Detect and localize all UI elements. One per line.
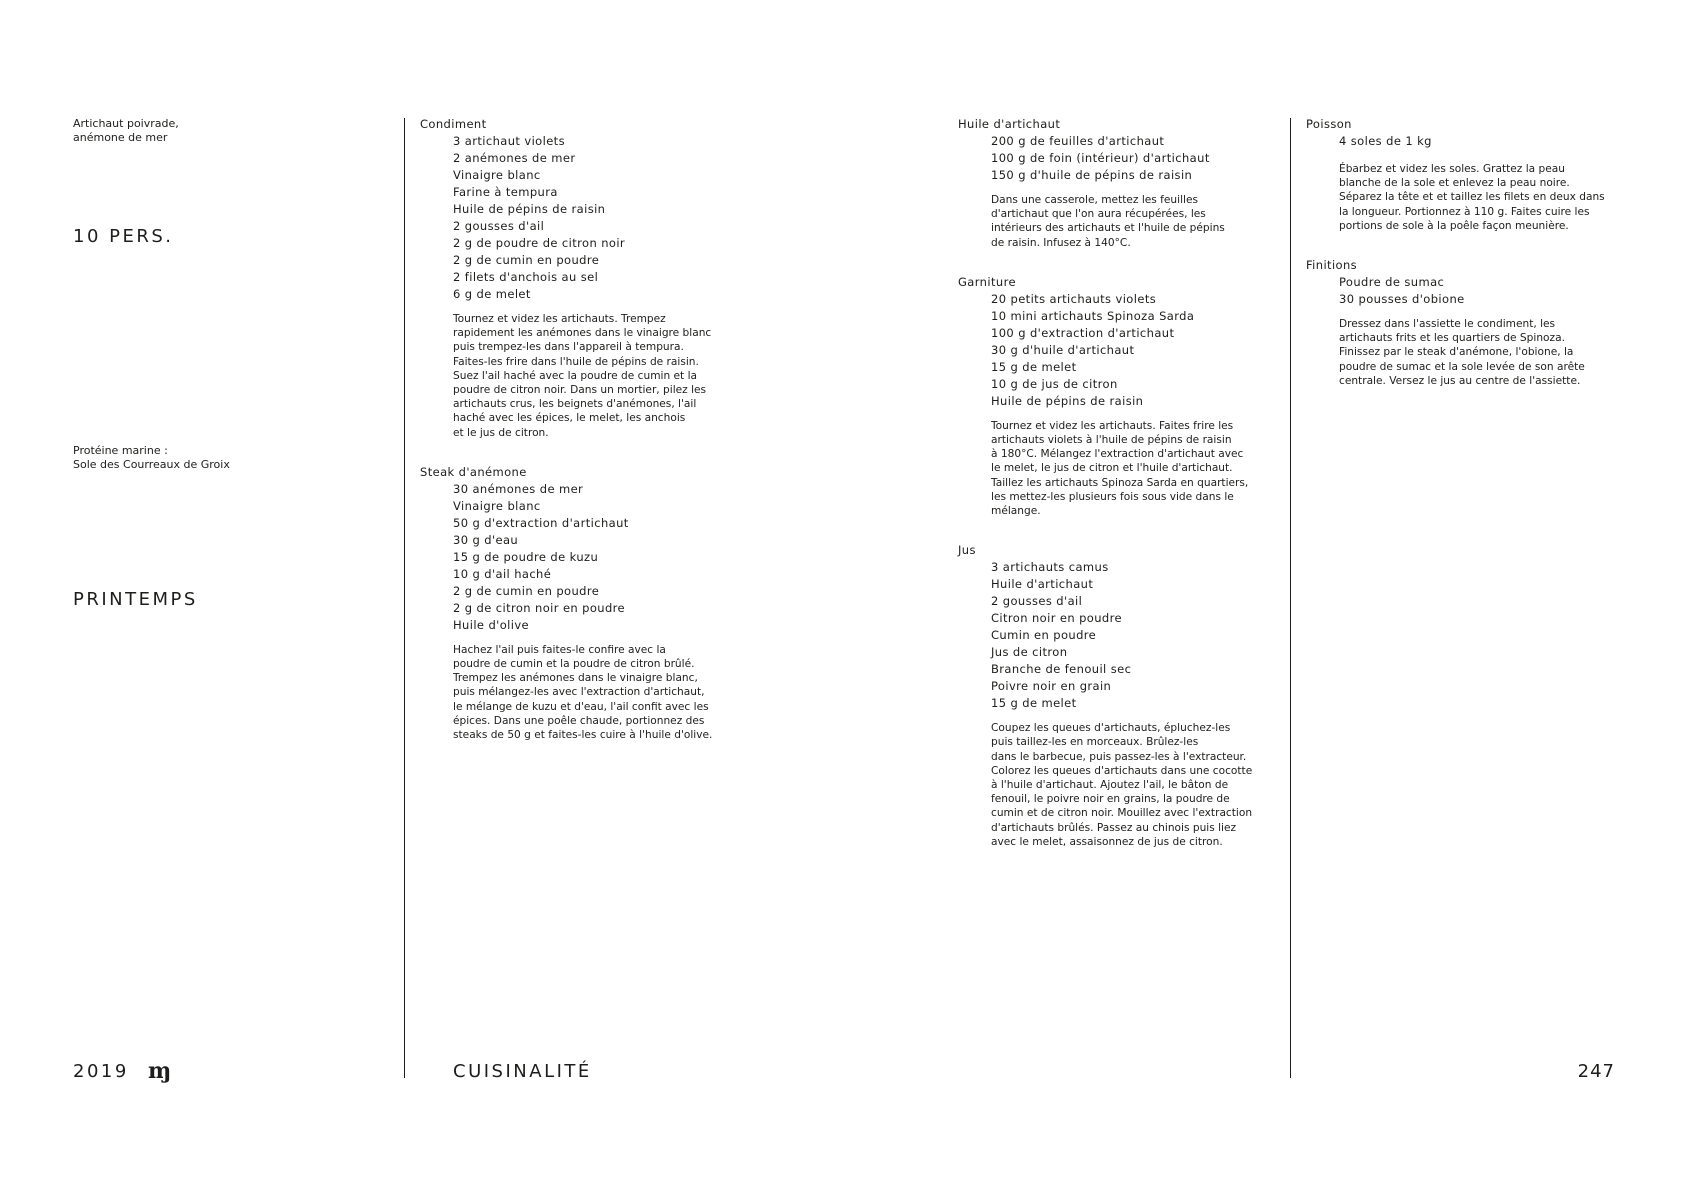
footer-brand: CUISINALITÉ bbox=[453, 1061, 592, 1082]
ingredient: Cumin en poudre bbox=[991, 628, 1097, 643]
ingredient: 15 g de melet bbox=[991, 696, 1077, 711]
ingredient: 3 artichaut violets bbox=[453, 134, 565, 148]
ingredient: 3 artichauts camus bbox=[991, 560, 1109, 575]
footer-year: 2019 bbox=[73, 1061, 129, 1082]
section-garniture bbox=[958, 274, 1288, 518]
ingredient: 4 soles de 1 kg bbox=[1339, 134, 1432, 148]
ingredient: Huile de pépins de raisin bbox=[453, 202, 606, 216]
column-divider-right bbox=[1290, 118, 1291, 1078]
ingredient: 150 g d'huile de pépins de raisin bbox=[991, 168, 1193, 182]
instructions: Tournez et videz les artichauts. Faites frire les artichauts violets à l'huile de pépins de raisin à 180°C. Mélangez l'extraction d'artichaut avec le melet, le jus de citron et l'huile d'artichaut. Taillez les artichauts Spinoza Sarda en quartiers, les mettez-les plusieurs fois sous vide dans le mélange. bbox=[991, 419, 1249, 518]
ingredient: Huile d'olive bbox=[453, 617, 530, 632]
recipe-column-4 bbox=[1306, 116, 1646, 388]
ingredient: Citron noir en poudre bbox=[991, 611, 1122, 626]
ingredient: 10 g de jus de citron bbox=[991, 376, 1118, 391]
section-jus bbox=[958, 542, 1288, 849]
section-title: Finitions bbox=[1306, 258, 1358, 273]
ingredient: 2 g de cumin en poudre bbox=[453, 253, 600, 267]
ingredient: 2 filets d'anchois au sel bbox=[453, 270, 599, 284]
ingredient: Poudre de sumac bbox=[1339, 275, 1445, 290]
ingredient: 30 pousses d'obione bbox=[1339, 292, 1465, 307]
ingredient: 2 g de poudre de citron noir bbox=[453, 236, 626, 250]
ingredient: 2 g de citron noir en poudre bbox=[453, 600, 626, 615]
ingredient: 100 g d'extraction d'artichaut bbox=[991, 325, 1175, 340]
ingredient-list bbox=[991, 133, 1288, 184]
ingredient: Farine à tempura bbox=[453, 185, 558, 199]
section-title: Jus bbox=[958, 543, 976, 558]
ingredient: 15 g de poudre de kuzu bbox=[453, 549, 599, 564]
ingredient: 2 g de cumin en poudre bbox=[453, 583, 600, 598]
section-finitions bbox=[1306, 257, 1646, 388]
ingredient-list bbox=[453, 481, 750, 634]
ingredient: Huile de pépins de raisin bbox=[991, 393, 1144, 408]
recipe-column-2 bbox=[420, 116, 750, 742]
ingredient: Vinaigre blanc bbox=[453, 498, 541, 513]
dish-title: Artichaut poivrade, anémone de mer bbox=[73, 117, 179, 144]
ingredient: Vinaigre blanc bbox=[453, 168, 541, 182]
ingredient: 2 gousses d'ail bbox=[453, 219, 545, 233]
ingredient: 15 g de melet bbox=[991, 359, 1077, 374]
column-divider-left bbox=[404, 118, 405, 1078]
section-title: Poisson bbox=[1306, 117, 1352, 131]
ingredient-list bbox=[453, 133, 750, 303]
instructions: Dressez dans l'assiette le condiment, les artichauts frits et les quartiers de Spinoza. Finissez par le steak d'anémone, l'obione, la poudre de sumac et la sole levée de son arête centrale. Versez le jus au centre de l'assiette. bbox=[1339, 318, 1585, 387]
ingredient: 6 g de melet bbox=[453, 287, 531, 301]
protein-label: Protéine marine : bbox=[73, 444, 168, 457]
section-title: Garniture bbox=[958, 274, 1016, 289]
instructions: Coupez les queues d'artichauts, épluchez-les puis taillez-les en morceaux. Brûlez-les dans le barbecue, puis passez-les à l'extracteur. Colorez les queues d'artichauts dans une cocotte à l'huile d'artichaut. Ajoutez l'ail, le bâton de fenouil, le poivre noir en grains, la poudre de cumin et de citron noir. Mouillez avec l'extraction d'artichauts brûlés. Passez au chinois puis liez avec le melet, assaisonnez de jus de citron. bbox=[991, 722, 1253, 848]
section-poisson bbox=[1306, 116, 1646, 233]
ingredient: 100 g de foin (intérieur) d'artichaut bbox=[991, 151, 1210, 165]
ingredient: 30 g d'huile d'artichaut bbox=[991, 342, 1135, 357]
page-number: 247 bbox=[1577, 1061, 1615, 1082]
ingredient: 2 gousses d'ail bbox=[991, 594, 1083, 609]
ingredient: Branche de fenouil sec bbox=[991, 662, 1132, 677]
instructions: Ébarbez et videz les soles. Grattez la peau blanche de la sole et enlevez la peau noire. Séparez la tête et et taillez les filets en deux dans la longueur. Portionnez à 110 g. Faites cuire les portions de sole à la poêle façon meunière. bbox=[1339, 163, 1605, 232]
ingredient: Jus de citron bbox=[991, 645, 1068, 660]
instructions: Tournez et videz les artichauts. Trempez rapidement les anémones dans le vinaigre blanc puis trempez-les dans l'appareil à tempura. Faites-les frire dans l'huile de pépins de raisin. Suez l'ail haché avec la poudre de cumin et la poudre de citron noir. Dans un mortier, pilez les artichauts crus, les beignets d'anémones, l'ail haché avec les épices, le melet, les anchois et le jus de citron. bbox=[453, 313, 712, 439]
ingredient: 20 petits artichauts violets bbox=[991, 291, 1157, 306]
season: PRINTEMPS bbox=[73, 589, 198, 610]
ingredient: 200 g de feuilles d'artichaut bbox=[991, 134, 1165, 148]
ingredient-list bbox=[1339, 274, 1646, 308]
section-title: Condiment bbox=[420, 117, 487, 131]
instructions: Hachez l'ail puis faites-le confire avec la poudre de cumin et la poudre de citron brûlé. Trempez les anémones dans le vinaigre blanc, puis mélangez-les avec l'extraction d'artichaut, le mélange de kuzu et d'eau, l'ail confit avec les épices. Dans une poêle chaude, portionnez des steaks de 50 g et faites-les cuire à l'huile d'olive. bbox=[453, 643, 713, 742]
ingredient-list bbox=[991, 559, 1288, 712]
recipe-column-3 bbox=[958, 116, 1288, 849]
ingredient: 2 anémones de mer bbox=[453, 151, 576, 165]
brand-logo-icon: ɱ bbox=[148, 1058, 169, 1084]
section-steak bbox=[420, 464, 750, 742]
ingredient: 10 mini artichauts Spinoza Sarda bbox=[991, 308, 1195, 323]
instructions: Dans une casserole, mettez les feuilles d'artichaut que l'on aura récupérées, les intérieurs des artichauts et l'huile de pépins de raisin. Infusez à 140°C. bbox=[991, 194, 1225, 249]
ingredient: 50 g d'extraction d'artichaut bbox=[453, 515, 629, 530]
ingredient: Poivre noir en grain bbox=[991, 679, 1112, 694]
protein-value: Sole des Courreaux de Groix bbox=[73, 458, 230, 471]
ingredient: 30 anémones de mer bbox=[453, 481, 584, 496]
section-title: Steak d'anémone bbox=[420, 464, 527, 479]
ingredient: 10 g d'ail haché bbox=[453, 566, 552, 581]
ingredient-list bbox=[1339, 133, 1646, 150]
servings: 10 PERS. bbox=[73, 226, 174, 247]
ingredient-list bbox=[991, 291, 1288, 410]
section-title: Huile d'artichaut bbox=[958, 117, 1061, 131]
section-huile bbox=[958, 116, 1288, 250]
ingredient: Huile d'artichaut bbox=[991, 577, 1094, 592]
ingredient: 30 g d'eau bbox=[453, 532, 519, 547]
section-condiment bbox=[420, 116, 750, 440]
